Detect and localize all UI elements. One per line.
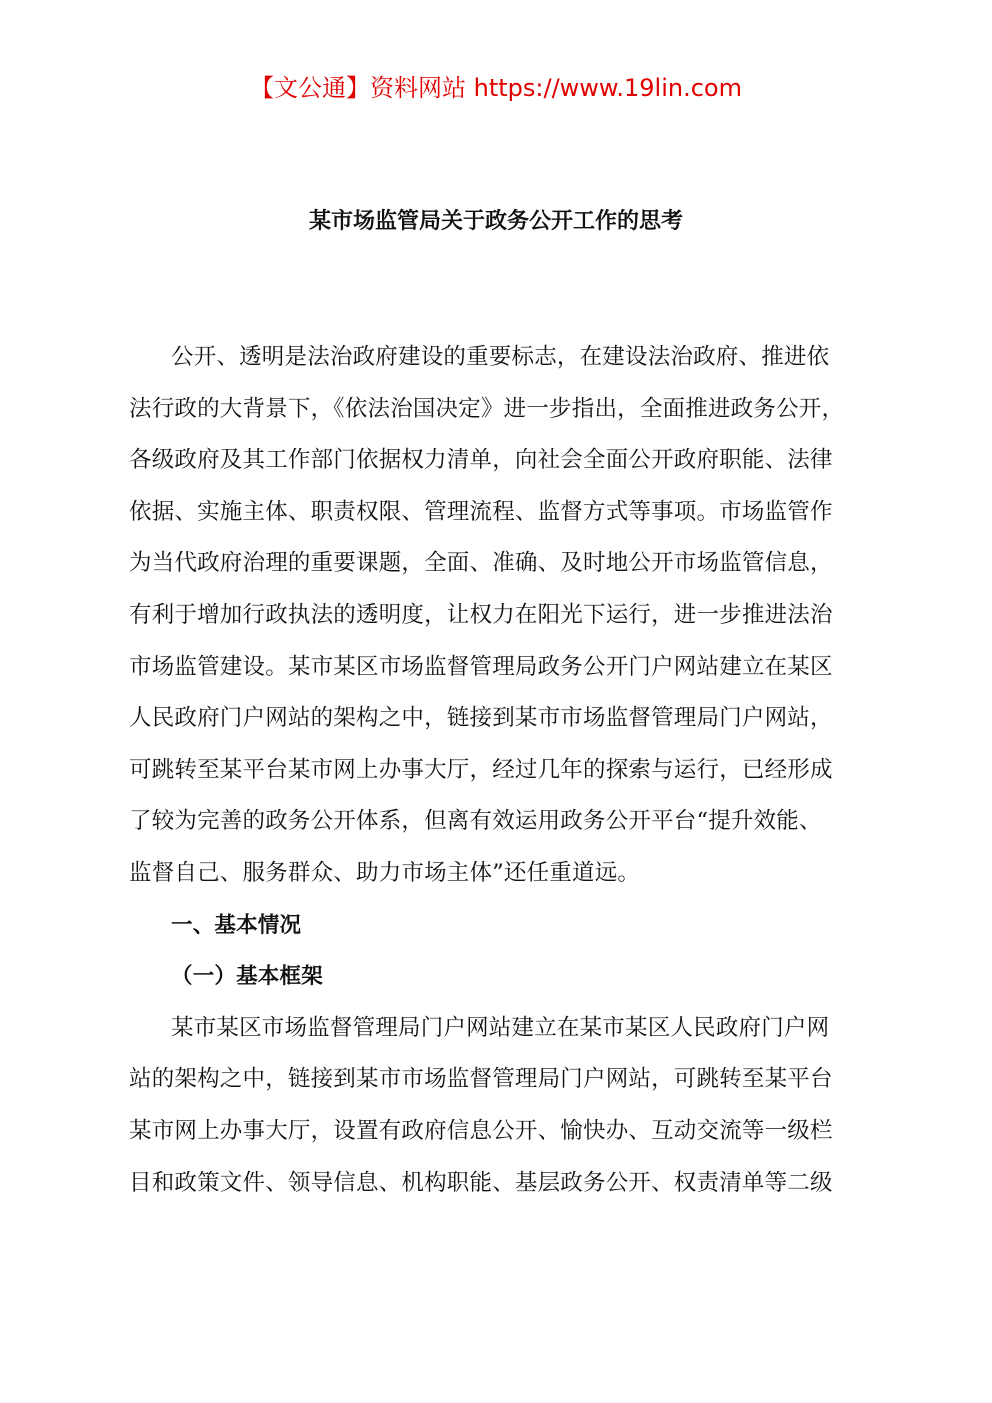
paragraph-line: 某市网上办事大厅，设置有政府信息公开、愉快办、互动交流等一级栏 <box>129 1117 833 1144</box>
paragraph-line: 公开、透明是法治政府建设的重要标志，在建设法治政府、推进依 <box>171 344 830 370</box>
paragraph-line: 为当代政府治理的重要课题，全面、准确、及时地公开市场监管信息， <box>129 550 833 577</box>
paragraph-line: 了较为完善的政务公开体系，但离有效运用政务公开平台“提升效能、 <box>129 808 822 835</box>
subsection-heading: （一）基本框架 <box>171 964 323 990</box>
paragraph-line: 市场监管建设。某市某区市场监督管理局政务公开门户网站建立在某区 <box>129 653 833 680</box>
paragraph-line: 依据、实施主体、职责权限、管理流程、监督方式等事项。市场监管作 <box>129 498 833 525</box>
paragraph-line: 监督自己、服务群众、助力市场主体”还任重道远。 <box>129 859 641 886</box>
document-body <box>129 332 859 1209</box>
paragraph-line: 站的架构之中，链接到某市市场监督管理局门户网站，可跳转至某平台 <box>129 1066 833 1093</box>
paragraph-line: 有利于增加行政执法的透明度，让权力在阳光下运行，进一步推进法治 <box>129 601 833 628</box>
paragraph-line: 可跳转至某平台某市网上办事大厅，经过几年的探索与运行，已经形成 <box>129 756 833 783</box>
paragraph-line: 目和政策文件、领导信息、机构职能、基层政务公开、权责清单等二级 <box>129 1169 833 1196</box>
section-heading: 一、基本情况 <box>171 912 302 938</box>
paragraph-line: 法行政的大背景下，《依法治国决定》进一步指出，全面推进政务公开， <box>129 395 845 422</box>
paragraph-line: 各级政府及其工作部门依据权力清单，向社会全面公开政府职能、法律 <box>129 447 833 474</box>
paragraph-line: 某市某区市场监督管理局门户网站建立在某市某区人民政府门户网 <box>171 1014 830 1041</box>
header-banner: 【文公通】资料网站 https://www.19lin.com <box>250 74 742 102</box>
paragraph-line: 人民政府门户网站的架构之中，链接到某市市场监督管理局门户网站， <box>129 705 833 732</box>
document-title: 某市场监管局关于政务公开工作的思考 <box>308 209 683 234</box>
